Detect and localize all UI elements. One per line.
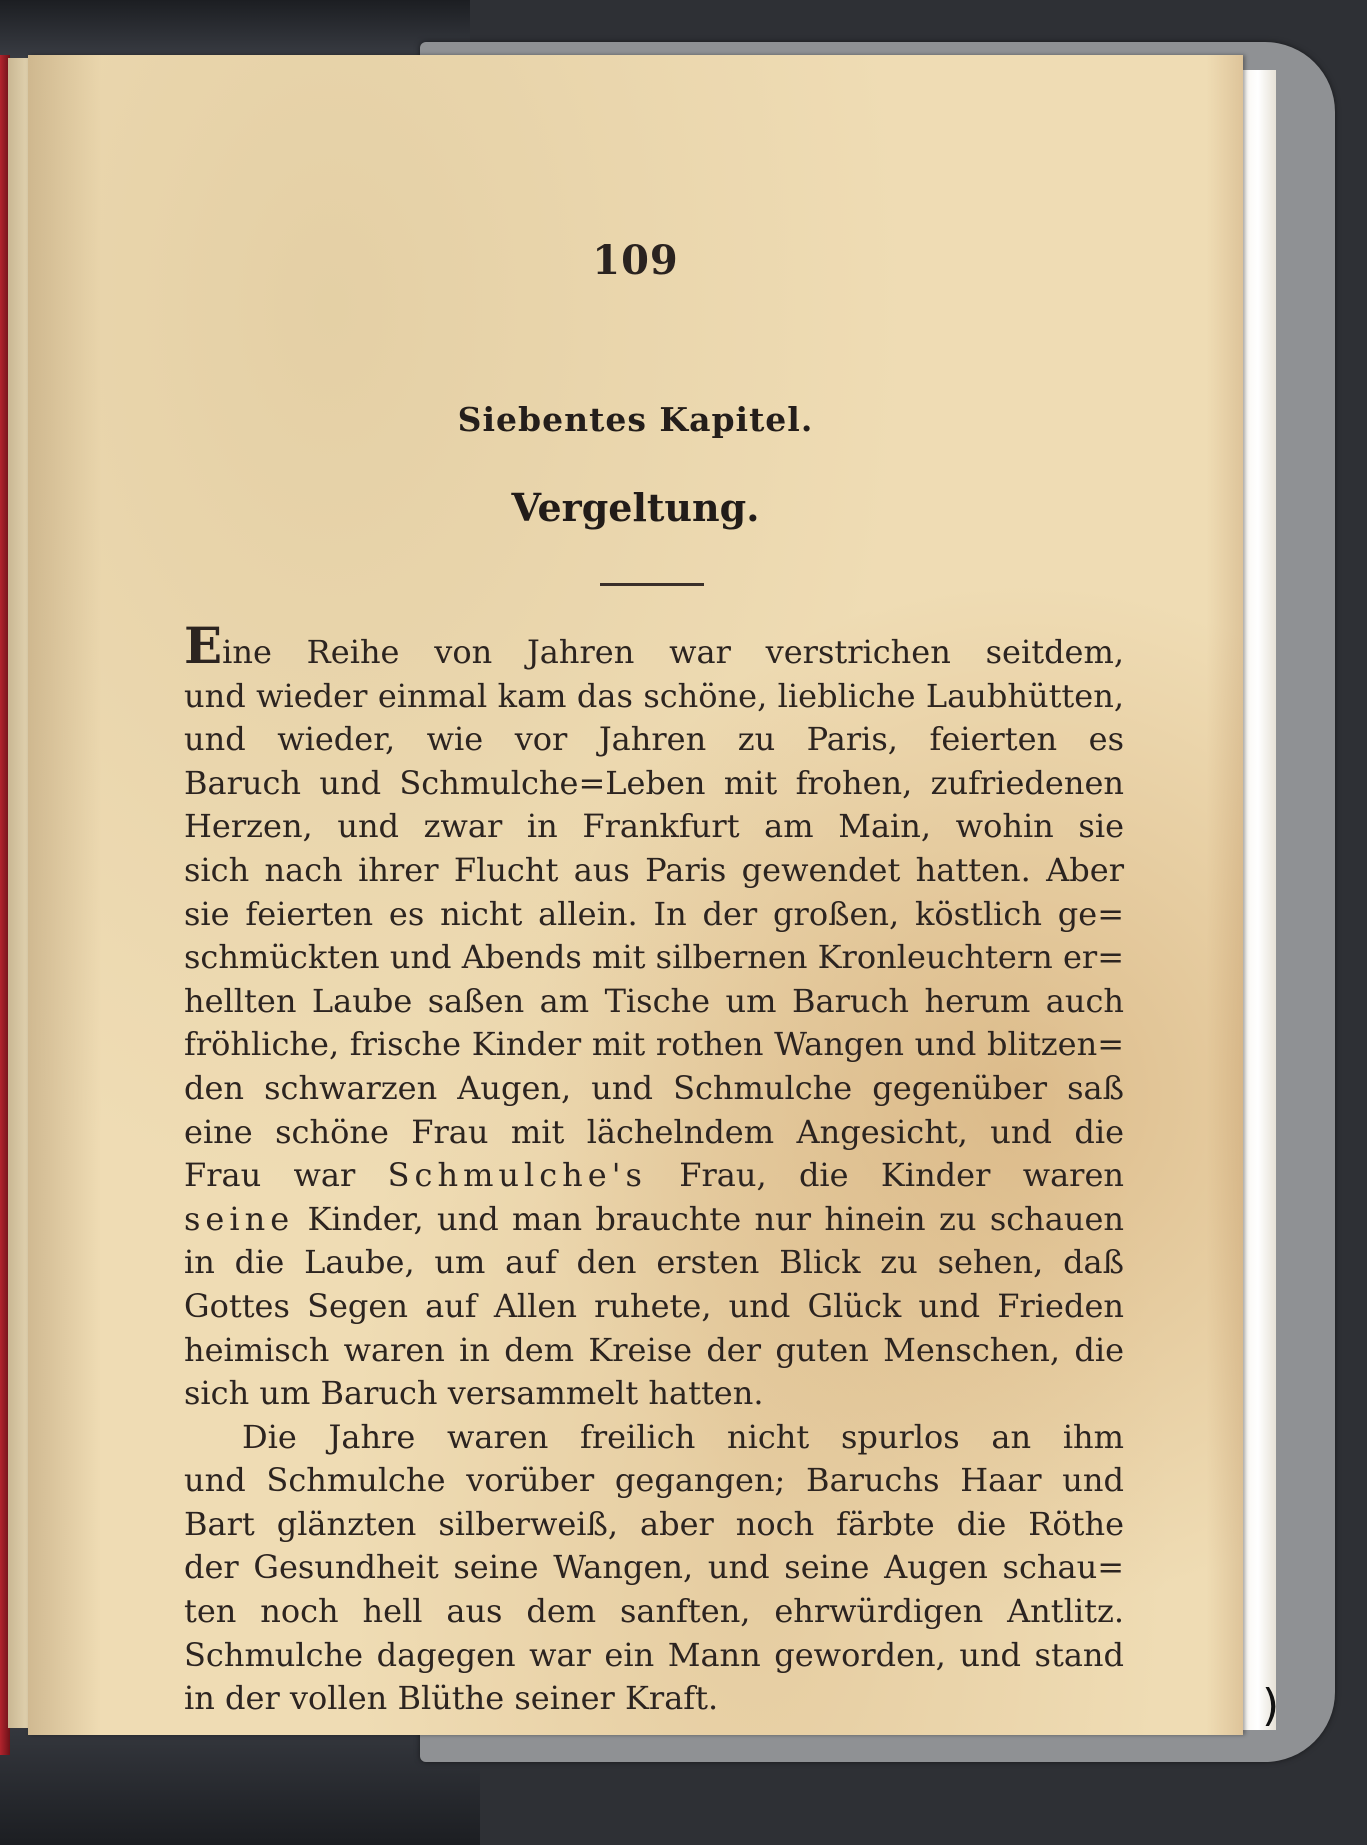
page-number: 109 (592, 237, 679, 284)
text-line: Bart glänzten silberweiß, aber noch färbte die Röthe (184, 1504, 1124, 1543)
book-page (28, 55, 1243, 1735)
title-divider (600, 583, 704, 586)
text-line: Schmulche dagegen war ein Mann geworden, und stand (184, 1635, 1124, 1674)
text-line: sich nach ihrer Flucht aus Paris gewendet hatten. Aber (184, 850, 1124, 889)
body-text (184, 616, 1125, 1721)
text-line: in die Laube, um auf den ersten Blick zu sehen, daß (184, 1243, 1124, 1282)
text-line: hellten Laube saßen am Tische um Baruch herum auch (184, 981, 1124, 1020)
text-line: Frau war Schmulche's Frau, die Kinder waren (184, 1156, 1125, 1195)
margin-mark: ) (1262, 1680, 1280, 1731)
text-line: sich um Baruch versammelt hatten. (184, 1374, 764, 1413)
text-line: heimisch waren in dem Kreise der guten Menschen, die (184, 1330, 1124, 1369)
spaced-emphasis: Schmulche's (387, 1156, 647, 1195)
spaced-emphasis: seine (184, 1199, 295, 1238)
text-line: fröhliche, frische Kinder mit rothen Wangen und blitzen= (184, 1025, 1124, 1064)
text-line: sie feierten es nicht allein. In der großen, köstlich ge= (184, 894, 1124, 933)
binding-top (0, 0, 470, 60)
text-line: seine Kinder, und man brauchte nur hinein zu schauen (184, 1199, 1125, 1238)
text-line: eine schöne Frau mit lächelndem Angesicht, und die (184, 1112, 1124, 1151)
text-line: der Gesundheit seine Wangen, und seine Augen schau= (184, 1548, 1124, 1587)
text-line: Eine Reihe von Jahren war verstrichen seitdem, (184, 616, 1124, 675)
text-line: und wieder, wie vor Jahren zu Paris, feierten es (184, 720, 1124, 759)
text-line: Baruch und Schmulche=Leben mit frohen, zufriedenen (184, 763, 1124, 802)
chapter-heading: Siebentes Kapitel. (457, 400, 814, 439)
text-line: den schwarzen Augen, und Schmulche gegenüber saß (184, 1068, 1124, 1107)
text-line: ten noch hell aus dem sanften, ehrwürdigen Antlitz. (184, 1592, 1124, 1631)
text-line: in der vollen Blüthe seiner Kraft. (184, 1679, 719, 1718)
text-line: Die Jahre waren freilich nicht spurlos an ihm (242, 1417, 1124, 1456)
text-line: Gottes Segen auf Allen ruhete, und Glück und Frieden (184, 1286, 1124, 1325)
text-line: schmückten und Abends mit silbernen Kronleuchtern er= (184, 938, 1124, 977)
text-line: und wieder einmal kam das schöne, liebliche Laubhütten, (184, 676, 1124, 715)
chapter-title: Vergeltung. (511, 485, 760, 530)
text-line: und Schmulche vorüber gegangen; Baruchs Haar und (184, 1461, 1124, 1500)
drop-cap: E (184, 616, 223, 675)
text-line: Herzen, und zwar in Frankfurt am Main, wohin sie (184, 807, 1124, 846)
